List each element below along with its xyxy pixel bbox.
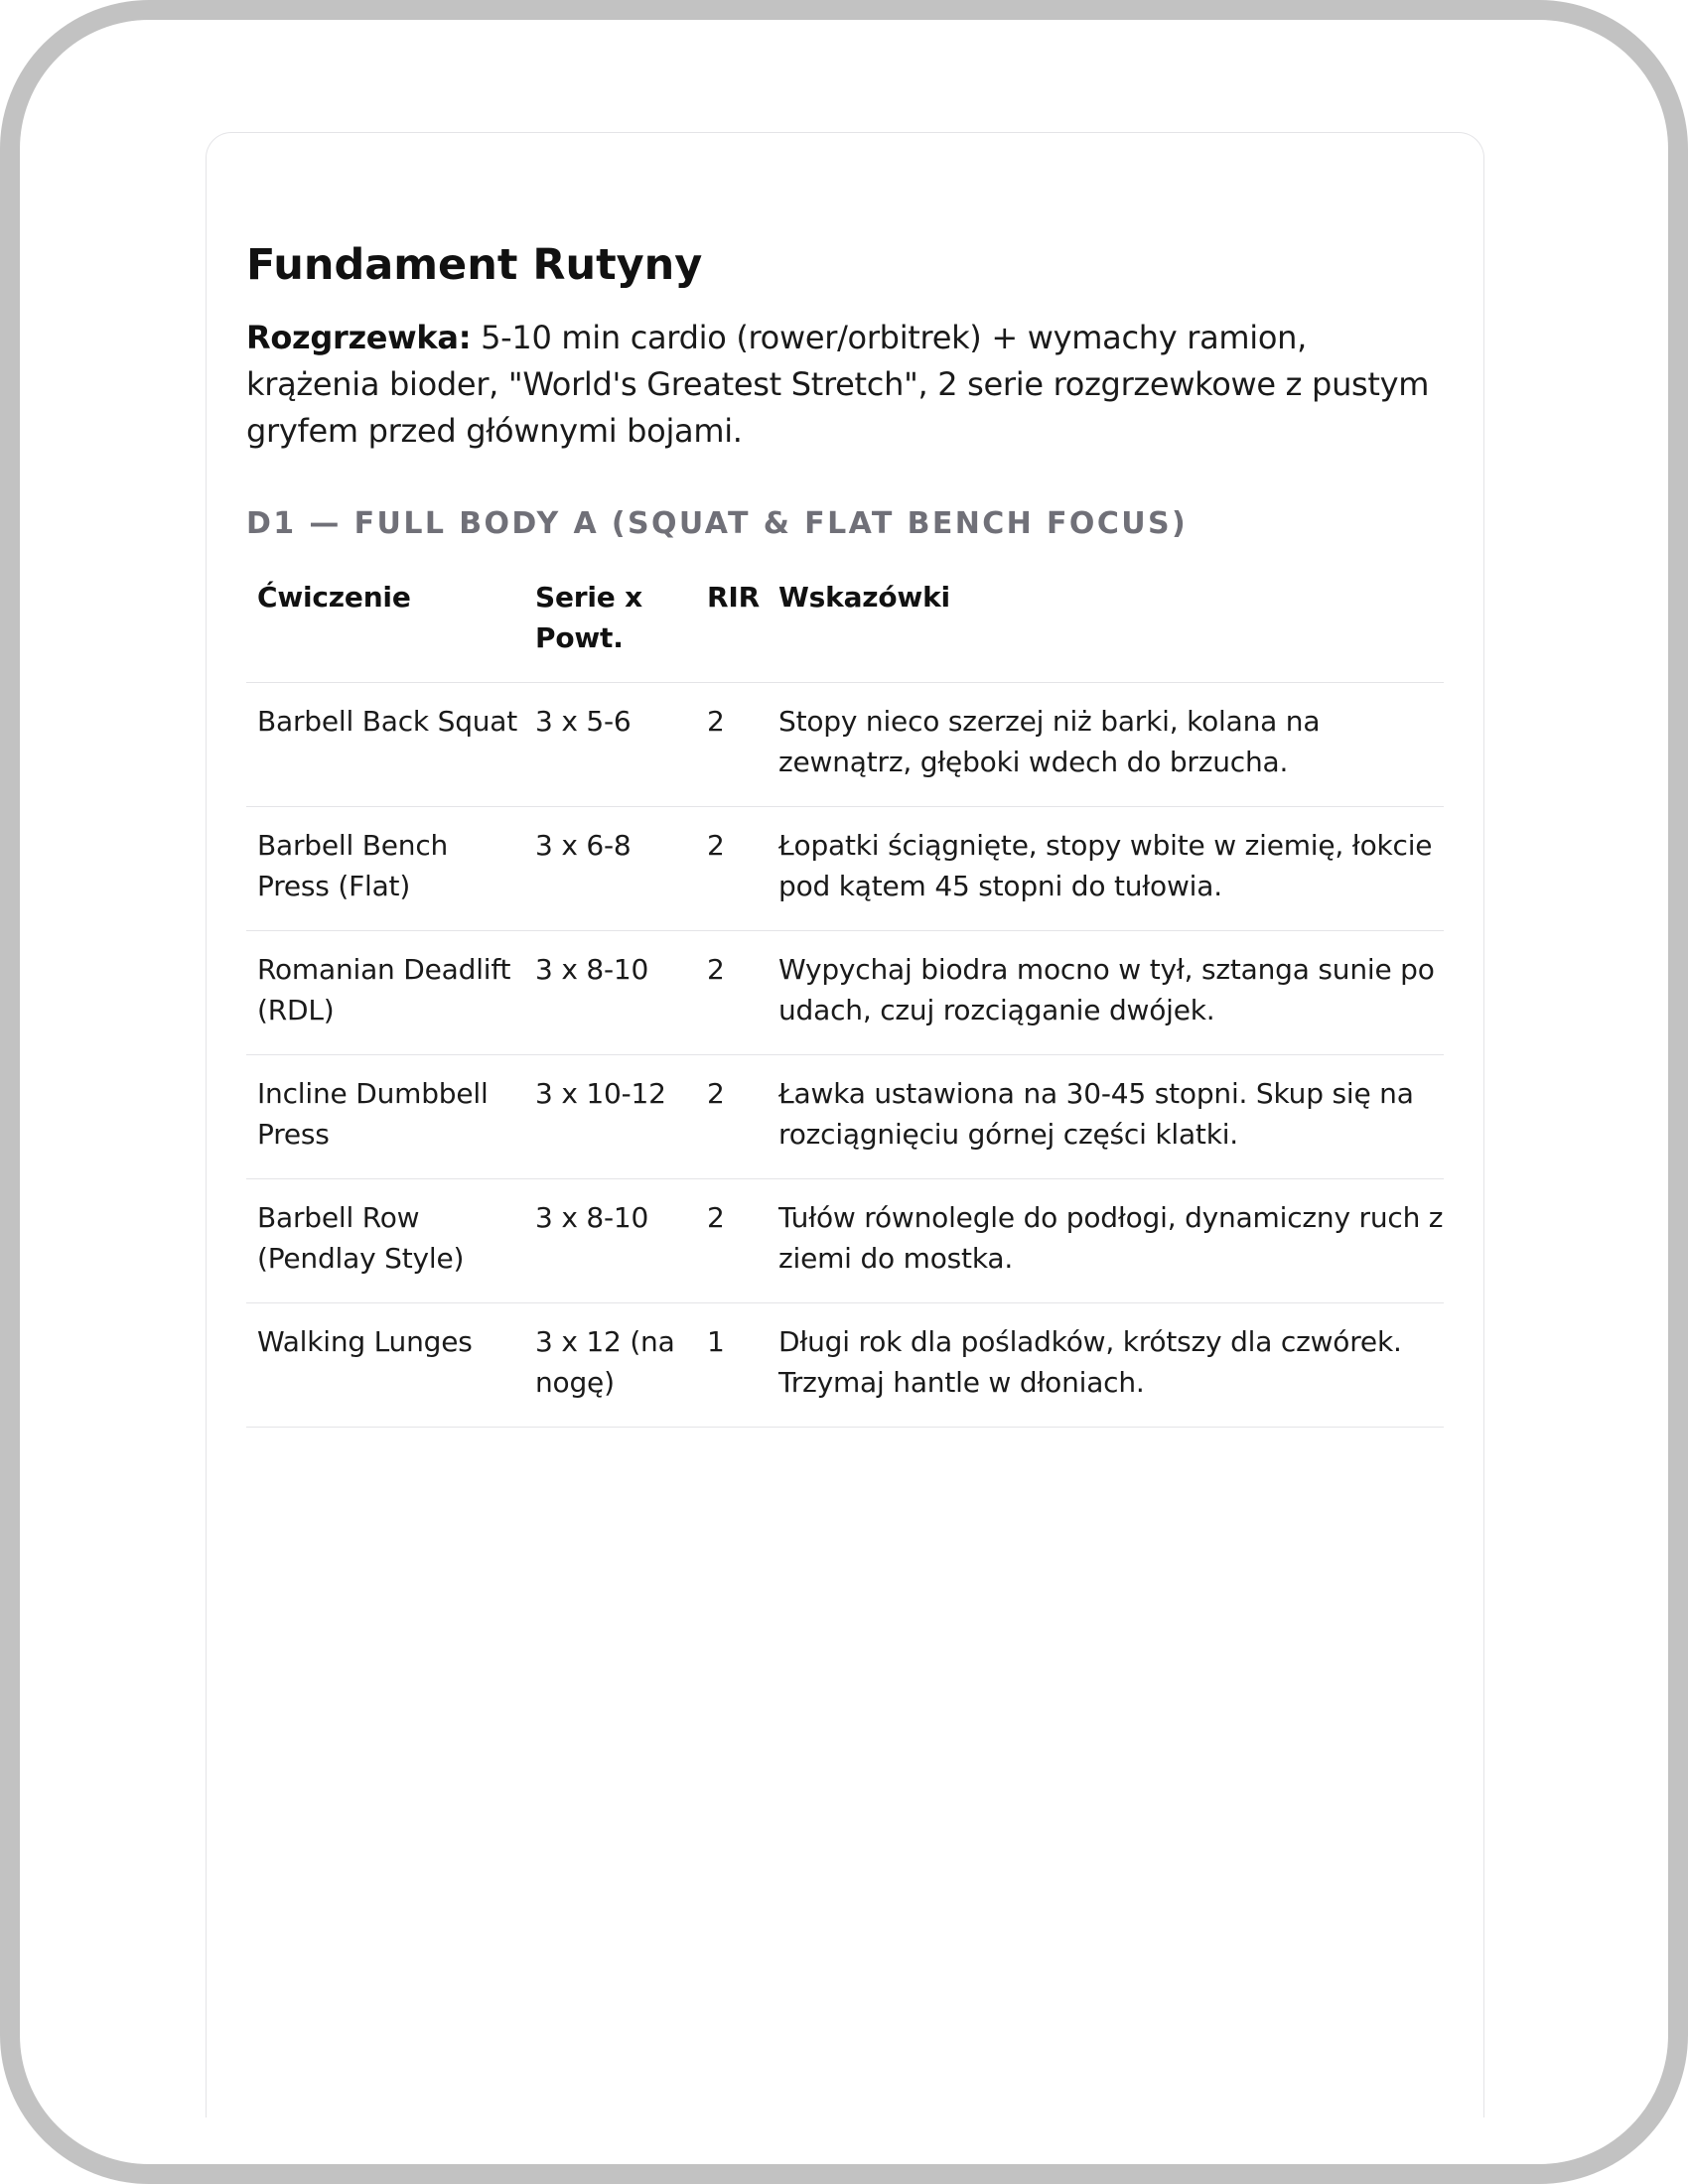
cell-rir: 2 [707, 705, 725, 739]
table-row [246, 807, 1444, 931]
cell-sets-reps: 3 x 10-12 [535, 1077, 666, 1111]
cell-sets-reps: 3 x 6-8 [535, 829, 632, 863]
table-row [246, 1055, 1444, 1179]
cell-exercise: Barbell Back Squat [257, 705, 518, 739]
cell-exercise: Incline Dumbbell Press [257, 1077, 489, 1152]
cell-sets-reps: 3 x 8-10 [535, 953, 649, 987]
cell-exercise: Romanian Deadlift (RDL) [257, 953, 511, 1027]
warmup-label: Rozgrzewka: [246, 319, 472, 357]
cell-rir: 2 [707, 1201, 725, 1235]
header-tips: Wskazówki [778, 581, 950, 614]
cell-rir: 2 [707, 829, 725, 863]
table-row [246, 1179, 1444, 1303]
table-row [246, 931, 1444, 1055]
warmup-text: 5-10 min cardio (rower/orbitrek) + wymachy ramion, krążenia bioder, "World's Greatest Stretch", 2 serie rozgrzewkowe z pustym gryfem przed głównymi bojami. [246, 319, 1430, 451]
cell-tips: Ławka ustawiona na 30-45 stopni. Skup się na rozciągnięciu górnej części klatki. [778, 1077, 1414, 1152]
document-card [206, 132, 1484, 2117]
cell-tips: Łopatki ściągnięte, stopy wbite w ziemię, łokcie pod kątem 45 stopni do tułowia. [778, 829, 1433, 903]
cell-rir: 1 [707, 1325, 725, 1359]
header-exercise: Ćwiczenie [257, 581, 411, 614]
header-rir: RIR [707, 581, 760, 614]
cell-exercise: Barbell Row (Pendlay Style) [257, 1201, 465, 1276]
cell-sets-reps: 3 x 12 (na nogę) [535, 1325, 675, 1400]
header-sets-reps: Serie x Powt. [535, 581, 642, 655]
cell-rir: 2 [707, 1077, 725, 1111]
page-title: Fundament Rutyny [246, 240, 703, 290]
cell-rir: 2 [707, 953, 725, 987]
table-row [246, 1303, 1444, 1428]
section-heading: D1 — FULL BODY A (SQUAT & FLAT BENCH FOCUS) [246, 506, 1189, 542]
exercise-table [246, 573, 1444, 1428]
table-header-row [246, 573, 1444, 683]
cell-tips: Długi rok dla pośladków, krótszy dla czwórek. Trzymaj hantle w dłoniach. [778, 1325, 1402, 1400]
warmup-paragraph [246, 315, 1444, 455]
cell-sets-reps: 3 x 8-10 [535, 1201, 649, 1235]
table-row [246, 683, 1444, 807]
cell-tips: Wypychaj biodra mocno w tył, sztanga sunie po udach, czuj rozciąganie dwójek. [778, 953, 1435, 1027]
cell-sets-reps: 3 x 5-6 [535, 705, 632, 739]
cell-exercise: Walking Lunges [257, 1325, 473, 1359]
cell-exercise: Barbell Bench Press (Flat) [257, 829, 449, 903]
cell-tips: Tułów równolegle do podłogi, dynamiczny ruch z ziemi do mostka. [778, 1201, 1444, 1276]
cell-tips: Stopy nieco szerzej niż barki, kolana na zewnątrz, głęboki wdech do brzucha. [778, 705, 1321, 779]
